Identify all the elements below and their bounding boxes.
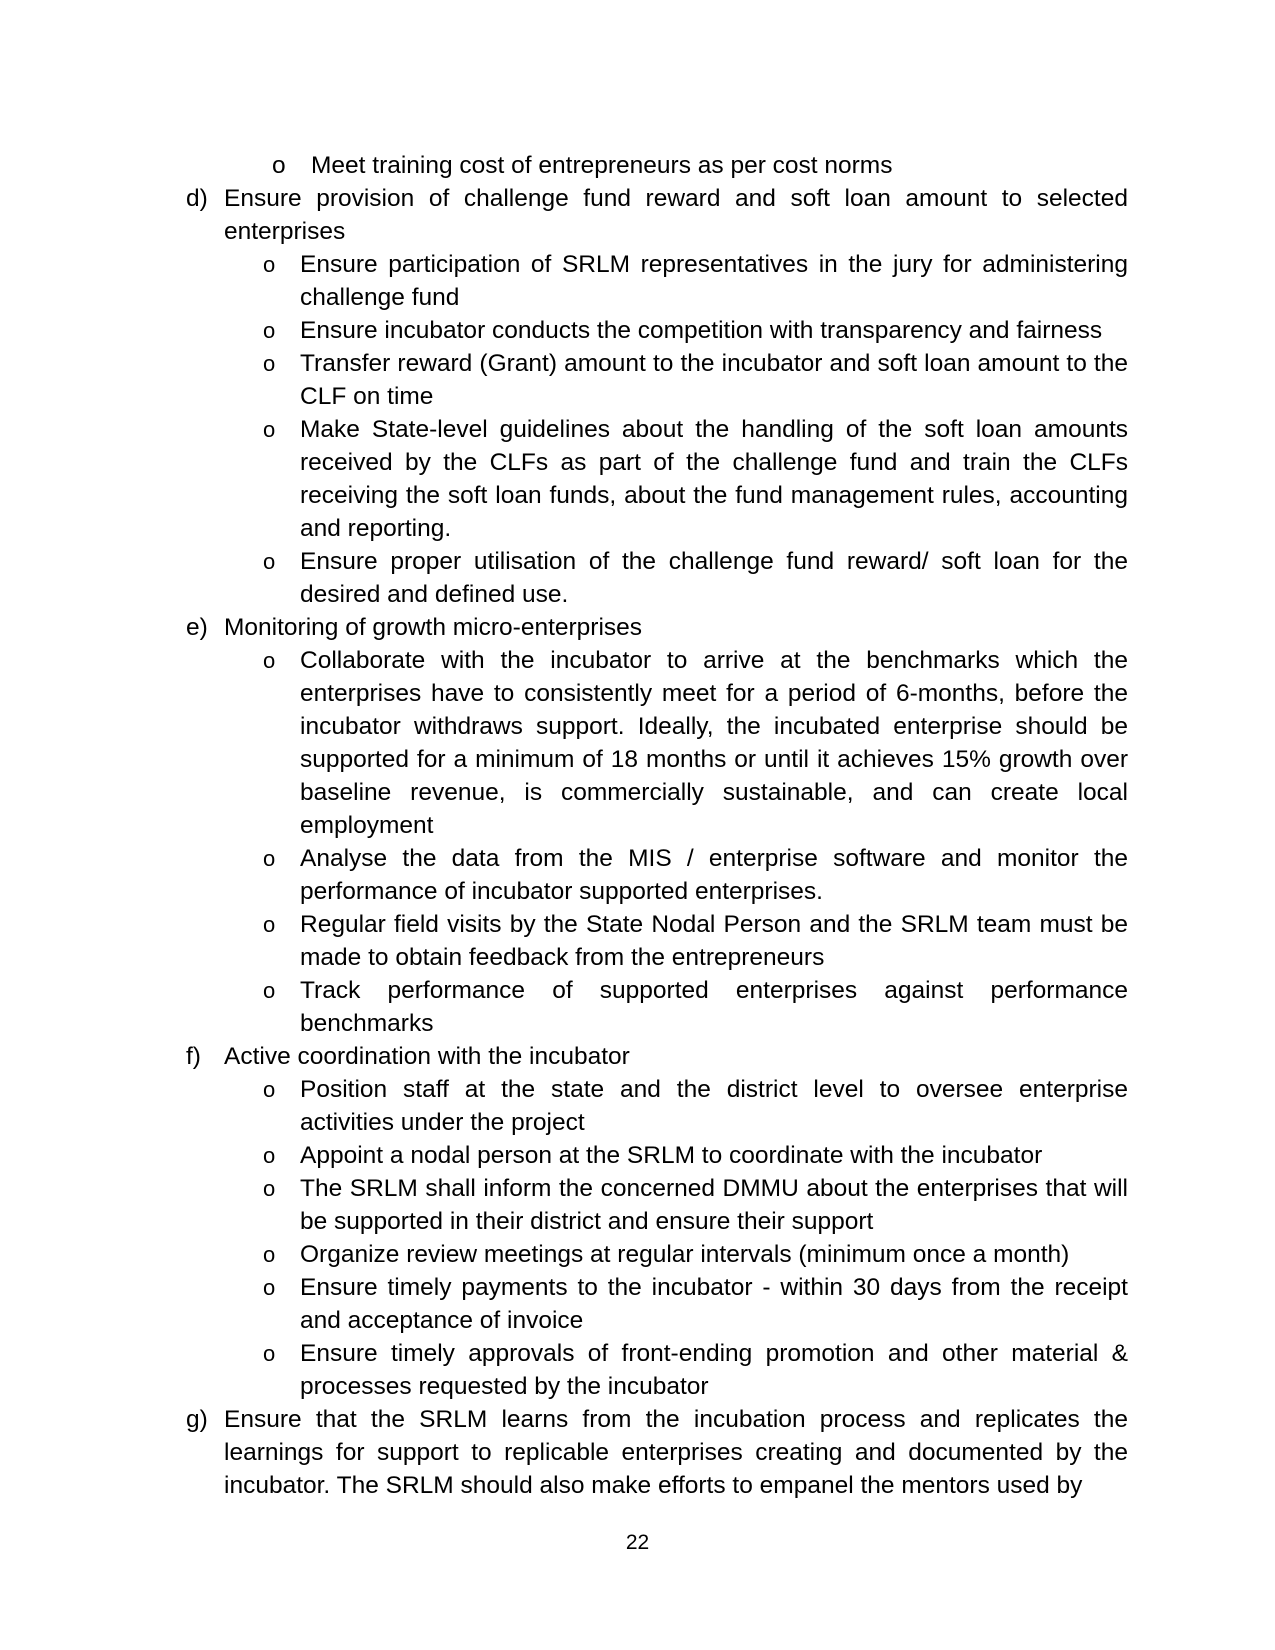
bullet-marker: o (263, 417, 276, 442)
bullet-marker: o (263, 1275, 276, 1300)
sub-item (186, 413, 1128, 545)
item-text: Ensure provision of challenge fund reward and soft loan amount to selected enterprises (224, 185, 1128, 245)
sub-item (186, 1172, 1128, 1238)
sub-item (186, 545, 1128, 611)
sub-item (186, 1139, 1128, 1172)
list-item-g (186, 1403, 1128, 1502)
sub-item-text: Analyse the data from the MIS / enterprise software and monitor the performance of incubator supported enterprises. (300, 845, 1128, 905)
sub-item-text: Ensure participation of SRLM representatives in the jury for administering challenge fund (300, 251, 1128, 311)
bullet-marker: o (263, 318, 276, 343)
bullet-marker: o (263, 912, 276, 937)
bullet-marker: o (263, 1176, 276, 1201)
item-label: f) (186, 1043, 201, 1070)
sub-list (224, 1073, 1128, 1403)
bullet-marker: o (263, 549, 276, 574)
list-item-d (186, 182, 1128, 611)
sub-item (186, 842, 1128, 908)
sub-item (186, 347, 1128, 413)
bullet-marker: o (263, 252, 276, 277)
sub-item-text: Ensure proper utilisation of the challenge fund reward/ soft loan for the desired and defined use. (300, 548, 1128, 608)
bullet-marker: o (263, 648, 276, 673)
sub-item (186, 314, 1128, 347)
bullet-marker: o (263, 1341, 276, 1366)
item-text: Ensure that the SRLM learns from the incubation process and replicates the learnings for support to replicable enterprises creating and documented by the incubator. The SRLM should also make efforts to empanel the mentors used by (224, 1406, 1128, 1499)
sub-item-text: Ensure timely payments to the incubator - within 30 days from the receipt and acceptance of invoice (300, 1274, 1128, 1334)
item-list (186, 182, 1128, 1502)
sub-list (224, 644, 1128, 1040)
item-text: Active coordination with the incubator (224, 1043, 630, 1070)
bullet-marker: o (263, 846, 276, 871)
sub-item (186, 908, 1128, 974)
sub-item-text: Collaborate with the incubator to arrive at the benchmarks which the enterprises have to consistently meet for a period of 6-months, before the incubator withdraws support. Ideally, the incubated enterprise should be supported for a minimum of 18 months or until it achieves 15% growth over baseline revenue, is commercially sustainable, and can create local employment (300, 647, 1128, 839)
bullet-marker: o (263, 1242, 276, 1267)
sub-item (186, 248, 1128, 314)
bullet-marker: o (263, 1077, 276, 1102)
sub-item-text: Appoint a nodal person at the SRLM to coordinate with the incubator (300, 1142, 1043, 1169)
bullet-marker: o (263, 351, 276, 376)
bullet-text: Meet training cost of entrepreneurs as per cost norms (311, 152, 893, 179)
item-label: e) (186, 614, 208, 641)
item-label: g) (186, 1406, 208, 1433)
item-text: Monitoring of growth micro-enterprises (224, 614, 643, 641)
sub-item-text: Track performance of supported enterprises against performance benchmarks (300, 977, 1128, 1037)
sub-item (186, 1271, 1128, 1337)
sub-list (224, 248, 1128, 611)
sub-item-text: Regular field visits by the State Nodal Person and the SRLM team must be made to obtain feedback from the entrepreneurs (300, 911, 1128, 971)
sub-item (186, 644, 1128, 842)
sub-item-text: Position staff at the state and the district level to oversee enterprise activities under the project (300, 1076, 1128, 1136)
list-item-f (186, 1040, 1128, 1403)
bullet-marker: o (263, 1143, 276, 1168)
bullet-marker: o (263, 978, 276, 1003)
sub-item-text: Ensure timely approvals of front-ending promotion and other material & processes requested by the incubator (300, 1340, 1128, 1400)
sub-item (186, 974, 1128, 1040)
sub-item (186, 1238, 1128, 1271)
sub-item-text: Ensure incubator conducts the competition with transparency and fairness (300, 317, 1103, 344)
page-number: 22 (625, 1531, 650, 1554)
sub-item-text: Transfer reward (Grant) amount to the incubator and soft loan amount to the CLF on time (300, 350, 1128, 410)
sub-item (186, 1073, 1128, 1139)
bullet-marker: o (272, 152, 286, 179)
sub-item-text: Make State-level guidelines about the handling of the soft loan amounts received by the CLFs as part of the challenge fund and train the CLFs receiving the soft loan funds, about the fund management rules, accounting and reporting. (300, 416, 1128, 542)
item-label: d) (186, 185, 208, 212)
list-item-e (186, 611, 1128, 1040)
sub-item-text: Organize review meetings at regular intervals (minimum once a month) (300, 1241, 1070, 1268)
sub-item-text: The SRLM shall inform the concerned DMMU about the enterprises that will be supported in their district and ensure their support (300, 1175, 1128, 1235)
sub-item (186, 1337, 1128, 1403)
